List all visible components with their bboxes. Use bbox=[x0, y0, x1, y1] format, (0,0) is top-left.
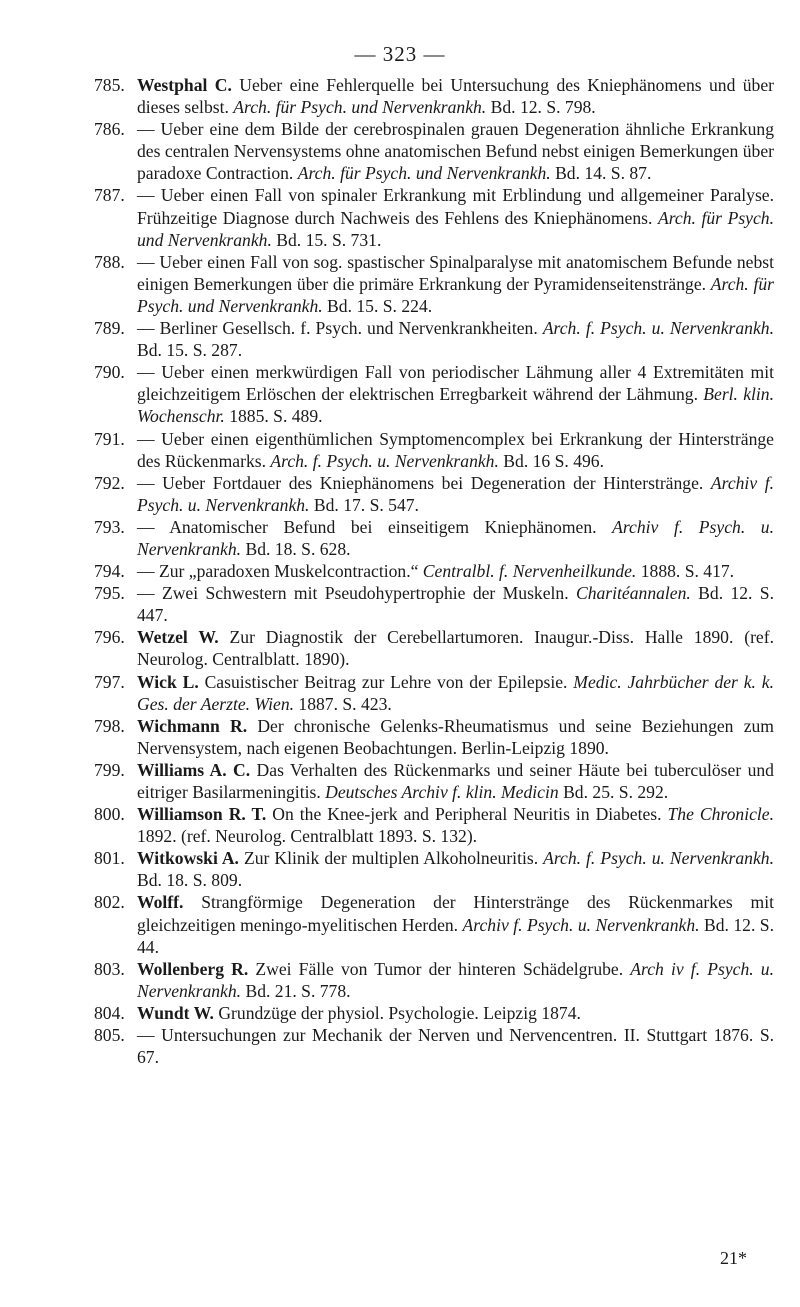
entry-author: Wichmann R. bbox=[137, 715, 248, 736]
entry-journal: The Chronicle. bbox=[667, 804, 775, 825]
entry-journal: Medic. Jahrbücher der k. k. Ges. der Aerzte. Wien. bbox=[137, 671, 774, 714]
entry-title: Das Verhalten des Rückenmarks und seiner Häute bei tuberculöser und eitriger Basilarmeningitis. bbox=[137, 759, 774, 802]
entry-author: Williamson R. T. bbox=[137, 804, 267, 825]
bibliography-entry bbox=[94, 759, 774, 803]
entry-journal: Arch. für Psych. und Nervenkrankh. bbox=[137, 207, 774, 250]
entry-title: — Berliner Gesellsch. f. Psych. und Nervenkrankheiten. bbox=[137, 318, 543, 339]
page-number: — 323 — bbox=[354, 42, 446, 66]
bibliography-entry bbox=[94, 118, 774, 184]
entry-number: 788. bbox=[94, 251, 125, 272]
entry-title: — Zwei Schwestern mit Pseudohypertrophie der Muskeln. bbox=[137, 583, 576, 604]
entry-title: Zur Diagnostik der Cerebellartumoren. Inaugur.-Diss. Halle 1890. (ref. Neurolog. Centralblatt. 1890). bbox=[137, 627, 774, 670]
bibliography-entry bbox=[94, 582, 774, 626]
entry-title: Grundzüge der physiol. Psychologie. Leipzig 1874. bbox=[213, 1002, 581, 1023]
entry-citation: Bd. 25. S. 292. bbox=[558, 782, 669, 802]
entry-number: 798. bbox=[94, 715, 125, 736]
entry-citation: Bd. 21. S. 778. bbox=[241, 980, 351, 1001]
entry-citation: 1885. S. 489. bbox=[224, 406, 323, 427]
bibliography-entry bbox=[94, 251, 774, 317]
entry-journal: Archiv f. Psych. u. Nervenkrankh. bbox=[137, 516, 774, 559]
entry-citation: Bd. 16 S. 496. bbox=[498, 450, 604, 471]
entry-title: — Ueber einen eigenthümlichen Symptomencomplex bei Erkrankung der Hinterstränge des Rückenmarks. bbox=[137, 428, 774, 471]
entry-journal: Centralbl. f. Nervenheilkunde. bbox=[422, 561, 637, 582]
entry-number: 793. bbox=[94, 516, 125, 537]
entry-citation: 1888. S. 417. bbox=[636, 561, 735, 582]
entry-title: Zwei Fälle von Tumor der hinteren Schädelgrube. bbox=[248, 958, 631, 979]
entry-number: 791. bbox=[94, 428, 125, 449]
entry-title: — Ueber Fortdauer des Kniephänomens bei Degeneration der Hinterstränge. bbox=[137, 472, 711, 493]
entry-citation: Bd. 17. S. 547. bbox=[309, 494, 419, 515]
entry-title: — Anatomischer Befund bei einseitigem Kniephänomen. bbox=[137, 516, 613, 537]
entry-number: 787. bbox=[94, 185, 125, 206]
bibliography-entry bbox=[94, 803, 774, 847]
entry-number: 795. bbox=[94, 583, 125, 604]
bibliography-entry bbox=[94, 626, 774, 670]
entry-title: Der chronische Gelenks-Rheumatismus und seine Beziehungen zum Nervensystem, nach eigenen Beobachtungen. Berlin-Leipzig 1890. bbox=[137, 715, 774, 758]
bibliography-entry bbox=[94, 1024, 774, 1068]
entry-number: 801. bbox=[94, 848, 125, 869]
entry-title: Zur Klinik der multiplen Alkoholneuritis. bbox=[238, 848, 544, 869]
entry-title: — Zur „paradoxen Muskelcontraction.“ bbox=[137, 561, 423, 582]
bibliography-entry bbox=[94, 184, 774, 250]
entry-journal: Arch. f. Psych. u. Nervenkrankh. bbox=[542, 318, 774, 339]
entry-citation: Bd. 12. S. 447. bbox=[137, 583, 774, 626]
entry-title: — Ueber eine dem Bilde der cerebrospinalen grauen Degeneration ähnliche Erkrankung des centralen Nervensystems ohne anatomischen Befund nebst einigen Bemerkungen über paradoxe Contraction. bbox=[137, 119, 774, 184]
entry-author: Wundt W. bbox=[137, 1002, 214, 1023]
entry-journal: Arch. f. Psych. u. Nervenkrankh. bbox=[270, 450, 499, 471]
bibliography-entry bbox=[94, 428, 774, 472]
printer-signature: 21* bbox=[720, 1248, 747, 1268]
entry-number: 792. bbox=[94, 472, 125, 493]
entry-number: 796. bbox=[94, 627, 125, 648]
entry-author: Wetzel W. bbox=[137, 627, 219, 648]
entry-author: Wollenberg R. bbox=[137, 958, 249, 979]
entry-title: — Ueber einen Fall von sog. spastischer Spinalparalyse mit anatomischem Befunde nebst einigen Bemerkungen über die primäre Erkrankung der Pyramidenseitenstränge. bbox=[137, 251, 774, 294]
entry-citation: Bd. 15. S. 287. bbox=[137, 340, 243, 361]
entry-journal: Archiv f. Psych. u. Nervenkrankh. bbox=[462, 914, 700, 935]
entry-citation: Bd. 12. S. 44. bbox=[137, 914, 774, 957]
entry-citation: 1892. (ref. Neurolog. Centralblatt 1893. S. 132). bbox=[137, 826, 478, 847]
bibliography-entry bbox=[94, 671, 774, 715]
entry-citation: 1887. S. 423. bbox=[294, 693, 392, 714]
entry-number: 803. bbox=[94, 958, 125, 979]
entry-author: Westphal C. bbox=[137, 75, 232, 95]
bibliography-entry bbox=[94, 472, 774, 516]
entry-journal: Arch. für Psych. und Nervenkrankh. bbox=[233, 97, 487, 118]
entry-journal: Deutsches Archiv f. klin. Medicin bbox=[325, 782, 559, 802]
entry-title: — Untersuchungen zur Mechanik der Nerven und Nervencentren. II. Stuttgart 1876. S. 67. bbox=[137, 1025, 774, 1068]
entry-author: Wolff. bbox=[137, 892, 184, 913]
entry-journal: Arch. für Psych. und Nervenkrankh. bbox=[137, 273, 774, 316]
entry-author: Witkowski A. bbox=[137, 848, 239, 869]
entry-citation: Bd. 12. S. 798. bbox=[486, 97, 596, 118]
entry-number: 785. bbox=[94, 75, 125, 95]
entry-citation: Bd. 15. S. 731. bbox=[271, 229, 382, 250]
bibliography-entry bbox=[94, 317, 774, 361]
entry-journal: Charitéannalen. bbox=[575, 583, 691, 604]
entry-number: 804. bbox=[94, 1002, 125, 1023]
entry-author: Wick L. bbox=[137, 671, 199, 692]
entry-citation: Bd. 18. S. 809. bbox=[137, 870, 243, 891]
entry-number: 790. bbox=[94, 362, 125, 383]
entry-journal: Arch iv f. Psych. u. Nervenkrankh. bbox=[137, 958, 774, 1001]
entry-number: 802. bbox=[94, 892, 125, 913]
bibliography-entry bbox=[94, 361, 774, 427]
entry-title: Casuistischer Beitrag zur Lehre von der Epilepsie. bbox=[198, 671, 574, 692]
bibliography-entry bbox=[94, 847, 774, 891]
entry-number: 799. bbox=[94, 759, 125, 780]
entry-number: 797. bbox=[94, 671, 125, 692]
entry-number: 794. bbox=[94, 561, 125, 582]
entry-journal: Archiv f. Psych. u. Nervenkrankh. bbox=[137, 472, 775, 515]
bibliography-entry bbox=[94, 516, 774, 560]
entry-number: 805. bbox=[94, 1025, 125, 1046]
entry-citation: Bd. 15. S. 224. bbox=[322, 295, 433, 316]
entry-title: Strangförmige Degeneration der Hinterstränge des Rückenmarkes mit gleichzeitigen meningo-myelitischen Herden. bbox=[137, 892, 774, 935]
entry-number: 786. bbox=[94, 119, 125, 140]
entry-author: Williams A. C. bbox=[137, 759, 251, 780]
bibliography-entry bbox=[94, 891, 774, 957]
entry-journal: Arch. für Psych. und Nervenkrankh. bbox=[297, 163, 551, 184]
entry-number: 789. bbox=[94, 318, 125, 339]
entry-title: On the Knee-jerk and Peripheral Neuritis in Diabetes. bbox=[266, 804, 668, 825]
entry-journal: Arch. f. Psych. u. Nervenkrankh. bbox=[543, 848, 774, 869]
entry-title: Ueber eine Fehlerquelle bei Untersuchung des Kniephänomens und über dieses selbst. bbox=[137, 75, 774, 118]
bibliography-entry bbox=[94, 74, 774, 118]
entry-journal: Berl. klin. Wochenschr. bbox=[137, 384, 774, 427]
bibliography-list bbox=[94, 74, 774, 1068]
bibliography-entry bbox=[94, 1002, 774, 1024]
entry-title: — Ueber einen merkwürdigen Fall von periodischer Lähmung aller 4 Extremitäten mit gleichzeitigem Erlöschen der elektrischen Erregbarkeit während der Lähmung. bbox=[137, 362, 774, 405]
entry-citation: Bd. 18. S. 628. bbox=[241, 538, 351, 559]
bibliography-entry bbox=[94, 715, 774, 759]
entry-title: — Ueber einen Fall von spinaler Erkrankung mit Erblindung und allgemeiner Paralyse. Frühzeitige Diagnose durch Nachweis des Fehlens des Kniephänomens. bbox=[137, 185, 774, 228]
bibliography-entry bbox=[94, 560, 774, 582]
bibliography-entry bbox=[94, 958, 774, 1002]
entry-number: 800. bbox=[94, 804, 125, 825]
entry-citation: Bd. 14. S. 87. bbox=[550, 163, 652, 184]
